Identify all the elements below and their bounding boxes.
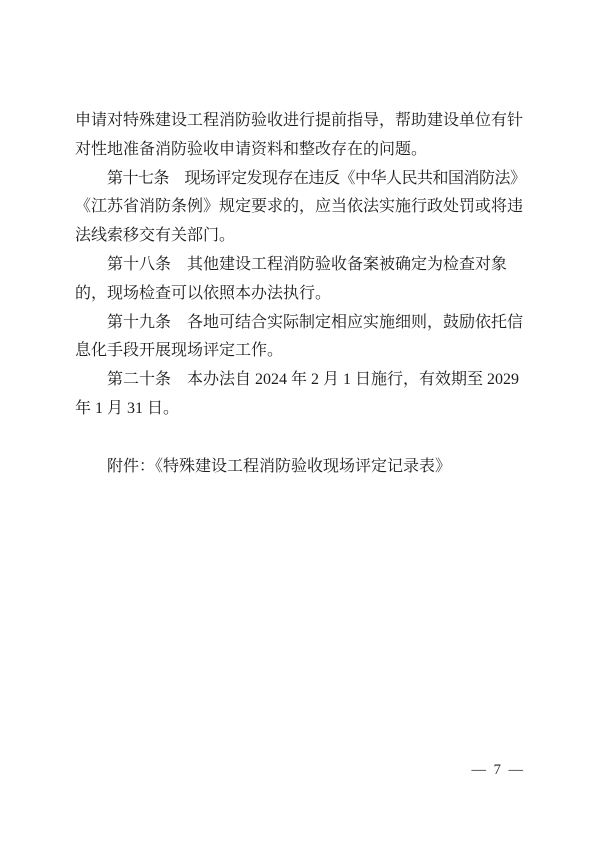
- document-blank-line: [75, 424, 527, 453]
- page-number: — 7 —: [471, 762, 525, 778]
- document-body: [75, 107, 527, 481]
- document-line-article-20: 第二十条 本办法自 2024 年 2 月 1 日施行，有效期至 2029: [107, 371, 520, 389]
- document-line: 申请对特殊建设工程消防验收进行提前指导，帮助建设单位有针: [75, 112, 524, 129]
- document-line-attachment: 附件：《特殊建设工程消防验收现场评定记录表》: [107, 457, 452, 475]
- document-line: 法线索移交有关部门。: [75, 227, 236, 245]
- document-line-article-17: 第十七条 现场评定发现存在违反《中华人民共和国消防法》: [107, 169, 526, 187]
- document-line: 《江苏省消防条例》规定要求的，应当依法实施行政处罚或将违: [75, 198, 524, 216]
- document-line-article-19: 第十九条 各地可结合实际制定相应实施细则，鼓励依托信: [107, 313, 524, 331]
- document-line: 的，现场检查可以依照本办法执行。: [75, 284, 332, 302]
- document-line: 对性地准备消防验收申请资料和整改存在的问题。: [75, 140, 428, 158]
- document-line-article-18: 第十八条 其他建设工程消防验收备案被确定为检查对象: [107, 255, 508, 273]
- document-line: 年 1 月 31 日。: [75, 399, 180, 417]
- document-line: 息化手段开展现场评定工作。: [75, 342, 284, 360]
